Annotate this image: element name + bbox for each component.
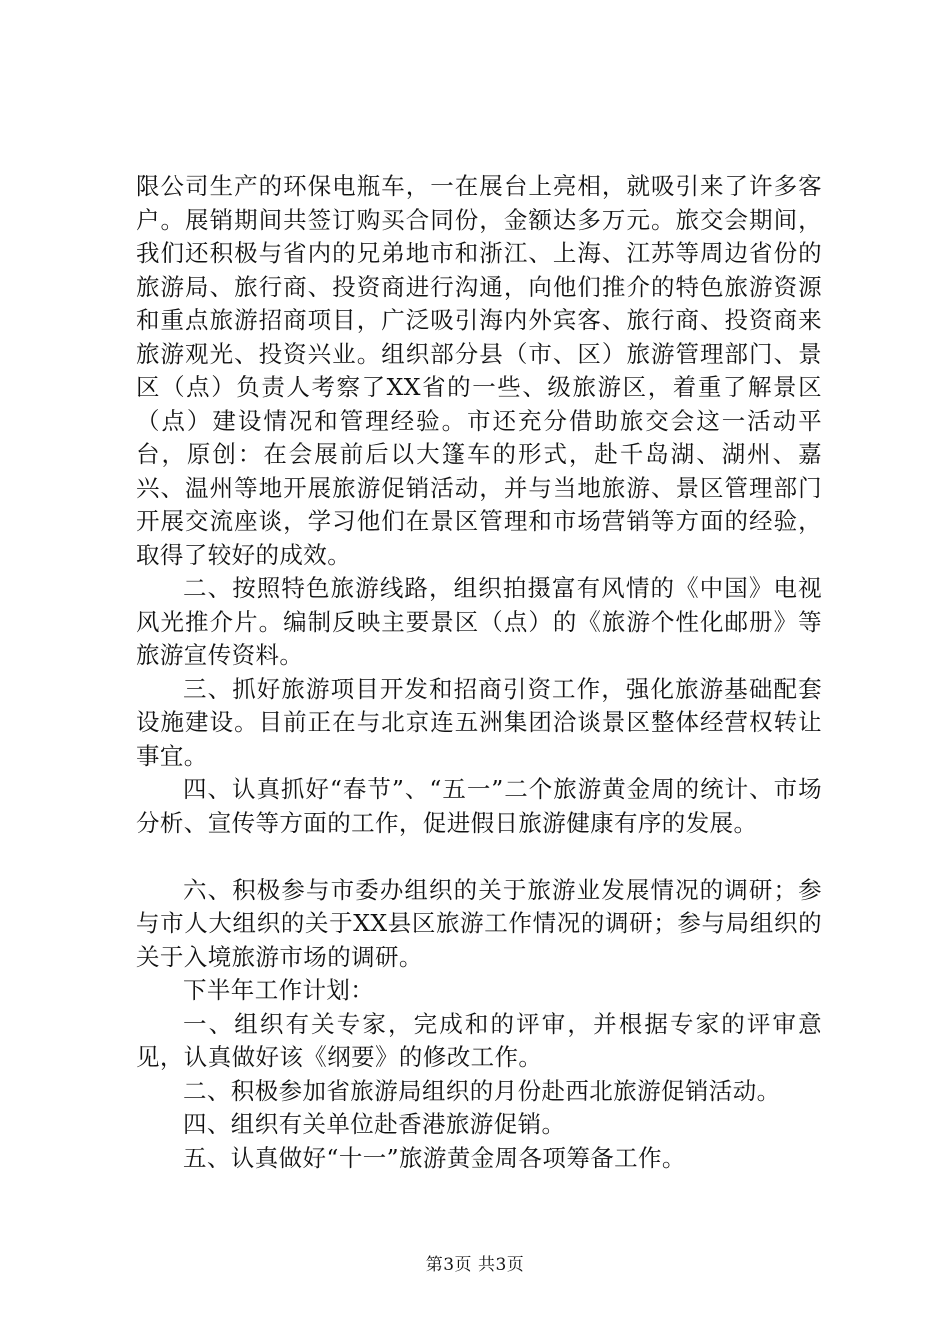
document-body — [136, 170, 822, 1175]
paragraph-spacer — [136, 840, 822, 874]
plan-item-2: 二、积极参加省旅游局组织的月份赴西北旅游促销活动。 — [183, 1076, 781, 1105]
paragraph-item-2: 二、按照特色旅游线路，组织拍摄富有风情的《中国》电视风光推介片。编制反映主要景区（点）的《旅游个性化邮册》等旅游宣传资料。 — [136, 574, 822, 669]
paragraph-item-3: 三、抓好旅游项目开发和招商引资工作，强化旅游基础配套设施建设。目前正在与北京连五洲集团洽谈景区整体经营权转让事宜。 — [136, 674, 822, 770]
paragraph-item-4: 四、认真抓好“春节”、“五一”二个旅游黄金周的统计、市场分析、宣传等方面的工作，促进假日旅游健康有序的发展。 — [136, 775, 822, 837]
page-footer: 第3页 共3页 — [425, 1255, 525, 1275]
paragraph-item-6: 六、积极参与市委办组织的关于旅游业发展情况的调研；参与市人大组织的关于XX县区旅游工作情况的调研；参与局组织的关于入境旅游市场的调研。 — [136, 875, 822, 971]
paragraph-continuation: 限公司生产的环保电瓶车，一在展台上亮相，就吸引来了许多客户。展销期间共签订购买合同份，金额达多万元。旅交会期间，我们还积极与省内的兄弟地市和浙江、上海、江苏等周边省份的旅游局、旅行商、投资商进行沟通，向他们推介的特色旅游资源和重点旅游招商项目，广泛吸引海内外宾客、旅行商、投资商来旅游观光、投资兴业。组织部分县（市、区）旅游管理部门、景区（点）负责人考察了XX省的一些、级旅游区，着重了解景区（点）建设情况和管理经验。市还充分借助旅交会这一活动平台，原创：在会展前后以大篷车的形式，赴千岛湖、湖州、嘉兴、温州等地开展旅游促销活动，并与当地旅游、景区管理部门开展交流座谈，学习他们在景区管理和市场营销等方面的经验，取得了较好的成效。 — [136, 172, 822, 569]
plan-item-4: 四、组织有关单位赴香港旅游促销。 — [183, 1110, 566, 1138]
section-heading-plan: 下半年工作计划： — [183, 976, 375, 1004]
plan-item-5: 五、认真做好“十一”旅游黄金周各项筹备工作。 — [183, 1143, 686, 1172]
plan-item-1: 一、组织有关专家，完成和的评审，并根据专家的评审意见，认真做好该《纲要》的修改工作。 — [136, 1009, 822, 1071]
